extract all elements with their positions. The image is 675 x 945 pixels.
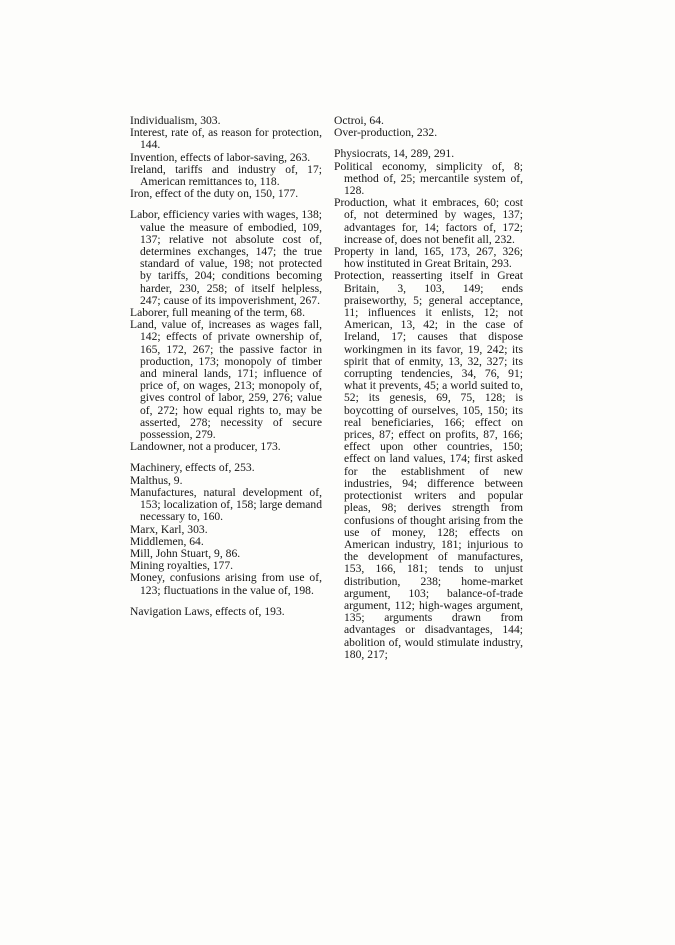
index-entry: Invention, effects of labor-saving, 263. [130,150,311,164]
index-entry: Physiocrats, 14, 289, 291. [334,147,455,161]
index-entry: Land, value of, increases as wages fall, 142; effects of private ownership of, 165, 172, 267; the passive factor in production, 173; monopoly of timber and mineral lands, 171; influence of price of, on wages, 213; monopoly of, gives control of labor, 259, 276; value of, 272; how equal rights to, may be asserted, 278; necessity of secure possession, 279. [130,318,322,442]
index-column-left [130,115,322,618]
index-entry: Octroi, 64. [334,114,384,127]
index-entry: Mining royalties, 177. [130,559,234,573]
index-entry: Landowner, not a producer, 173. [130,440,281,454]
index-entry: Mill, John Stuart, 9, 86. [130,546,241,560]
index-entry: Production, what it embraces, 60; cost of, not determined by wages, 137; advantages for, 14; factors of, 172; increase of, does not benefit all, 232. [334,196,523,246]
index-entry: Political economy, simplicity of, 8; method of, 25; mercantile system of, 128. [334,159,523,198]
index-entry: Labor, efficiency varies with wages, 138; value the measure of embodied, 109, 137; relative not absolute cost of, determines exchanges, 147; the true standard of value, 198; not protected by tariffs, 204; conditions becoming harder, 230, 258; of itself helpless, 247; cause of its impoverishment, 267. [130,208,322,307]
index-entry: Over-production, 232. [334,126,438,140]
index-entry: Marx, Karl, 303. [130,522,208,536]
index-entry: Manufactures, natural development of, 153; localization of, 158; large demand necessary to, 160. [130,485,323,524]
index-entry: Protection, reasserting itself in Great Britain, 3, 103, 149; ends praiseworthy, 5; general acceptance, 11; influences it enlists, 12; not American, 13, 42; in the case of Ireland, 17; causes that dispose workingmen in its favor, 19, 242; its spirit that of enmity, 13, 32, 327; its corrupting tendencies, 34, 76, 91; what it prevents, 45; a world suited to, 52; its genesis, 69, 75, 128; is boycotting of ourselves, 105, 150; its real beneficiaries, 166; effect on prices, 87; effect on profits, 87, 166; effect upon other countries, 150; effect on land values, 174; first asked for the establishment of new industries, 94; difference between protectionist writers and popular pleas, 98; derives strength from confusions of thought arising from the use of money, 128; effects on American industry, 181; injurious to the development of manufactures, 153, 166, 181; tends to unjust distribution, 238; home-market argument, 103; balance-of-trade argument, 112; high-wages argument, 135; arguments drawn from advantages or disadvantages, 144; abolition of, would stimulate industry, 180, 217; [334,269,523,661]
index-entry: Money, confusions arising from use of, 123; fluctuations in the value of, 198. [130,571,322,597]
index-entry: Laborer, full meaning of the term, 68. [130,306,305,320]
index-entry: Interest, rate of, as reason for protection, 144. [130,126,322,152]
index-entry: Ireland, tariffs and industry of, 17; American remittances to, 118. [130,162,322,189]
index-entry: Machinery, effects of, 253. [130,461,255,475]
index-entry: Malthus, 9. [130,473,183,487]
index-entry: Individualism, 303. [130,114,221,127]
index-column-right [334,115,523,661]
index-entry: Navigation Laws, effects of, 193. [130,604,285,618]
index-entry: Middlemen, 64. [130,534,204,548]
index-entry: Iron, effect of the duty on, 150, 177. [130,187,299,201]
index-entry: Property in land, 165, 173, 267, 326; how instituted in Great Britain, 293. [334,245,523,271]
